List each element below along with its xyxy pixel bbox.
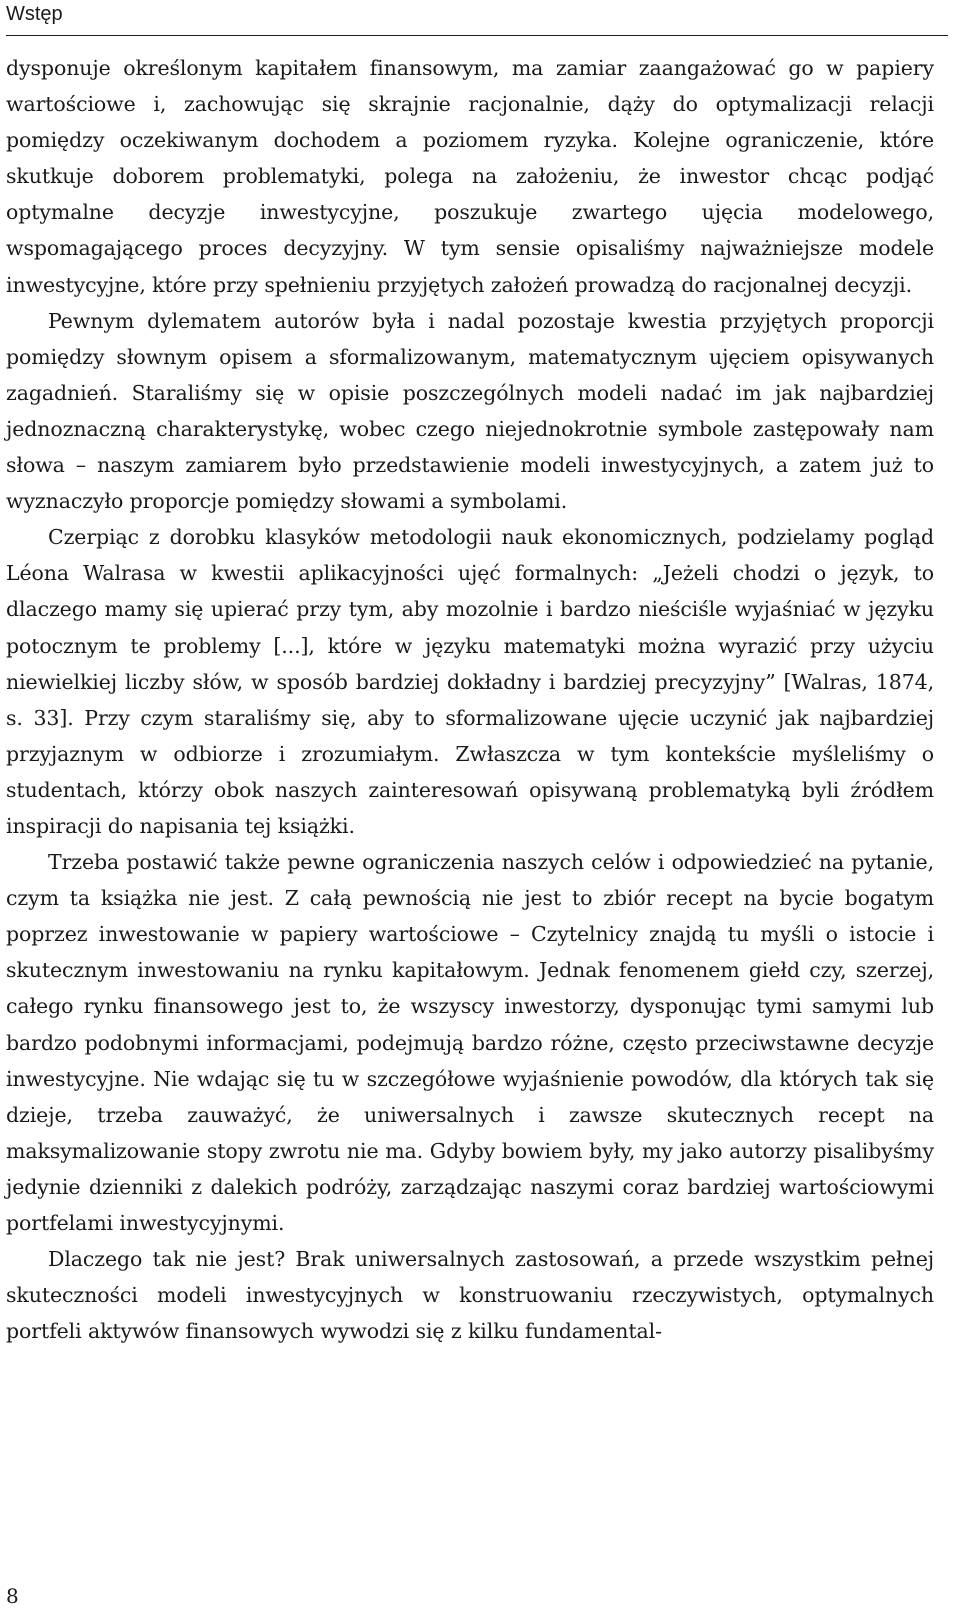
paragraph: Trzeba postawić także pewne ograniczenia naszych celów i odpowiedzieć na pytanie, czym ta książka nie jest. Z całą pewnością nie jest to zbiór recept na bycie bogatym poprzez inwestowanie w papiery wartościowe – Czytelnicy znajdą tu myśli o istocie i skutecznym inwestowaniu na rynku kapitałowym. Jednak fenomenem giełd czy, szerzej, całego rynku finansowego jest to, że wszyscy inwestorzy, dysponując tymi samymi lub bardzo podobnymi informacjami, podejmują bardzo różne, często przeciwstawne decyzje inwestycyjne. Nie wdając się tu w szczegółowe wyjaśnienie powodów, dla których tak się dzieje, trzeba zauważyć, że uniwersalnych i zawsze skutecznych recept na maksymalizowanie stopy zwrotu nie ma. Gdyby bowiem były, my jako autorzy pisalibyśmy jedynie dzienniki z dalekich podróży, zarządzając naszymi coraz bardziej wartościowymi portfelami inwestycyjnymi.	[6, 850, 934, 1235]
paragraph: Pewnym dylematem autorów była i nadal pozostaje kwestia przyjętych proporcji pomiędzy słownym opisem a sformalizowanym, matematycznym ujęciem opisywanych zagadnień. Staraliśmy się w opisie poszczególnych modeli nadać im jak najbardziej jednoznaczną charakterystykę, wobec czego niejednokrotnie symbole zastępowały nam słowa – naszym zamiarem było przedstawienie modeli inwestycyjnych, a zatem już to wyznaczyło proporcje pomiędzy słowami a symbolami.	[6, 308, 934, 514]
body-text	[6, 50, 934, 1349]
paragraph: dysponuje określonym kapitałem finansowym, ma zamiar zaangażować go w papiery wartościowe i, zachowując się skrajnie racjonalnie, dąży do optymalizacji relacji pomiędzy oczekiwanym dochodem a poziomem ryzyka. Kolejne ograniczenie, które skutkuje doborem problematyki, polega na założeniu, że inwestor chcąc podjąć optymalne decyzje inwestycyjne, poszukuje zwartego ujęcia modelowego, wspomagającego proces decyzyjny. W tym sensie opisaliśmy najważniejsze modele inwestycyjne, które przy spełnieniu przyjętych założeń prowadzą do racjonalnej decyzji.	[6, 56, 934, 297]
paragraph: Dlaczego tak nie jest? Brak uniwersalnych zastosowań, a przede wszystkim pełnej skuteczności modeli inwestycyjnych w konstruowaniu rzeczywistych, optymalnych portfeli aktywów finansowych wywodzi się z kilku fundamental-	[6, 1247, 934, 1344]
page-number: 8	[6, 1584, 19, 1608]
paragraph: Czerpiąc z dorobku klasyków metodologii nauk ekonomicznych, podzielamy pogląd Léona Walrasa w kwestii aplikacyjności ujęć formalnych: „Jeżeli chodzi o język, to dlaczego mamy się upierać przy tym, aby mozolnie i bardzo nieściśle wyjaśniać w języku potocznym te problemy [...], które w języku matematyki można wyrazić przy użyciu niewielkiej liczby słów, w sposób bardziej dokładny i bardziej precyzyjny” [Walras, 1874, s. 33]. Przy czym staraliśmy się, aby to sformalizowane ujęcie uczynić jak najbardziej przyjaznym w odbiorze i zrozumiałym. Zwłaszcza w tym kontekście myśleliśmy o studentach, którzy obok naszych zainteresowań opisywaną problematyką byli źródłem inspiracji do napisania tej książki.	[6, 525, 934, 838]
running-head: Wstęp	[6, 3, 63, 25]
header-rule	[6, 35, 948, 36]
